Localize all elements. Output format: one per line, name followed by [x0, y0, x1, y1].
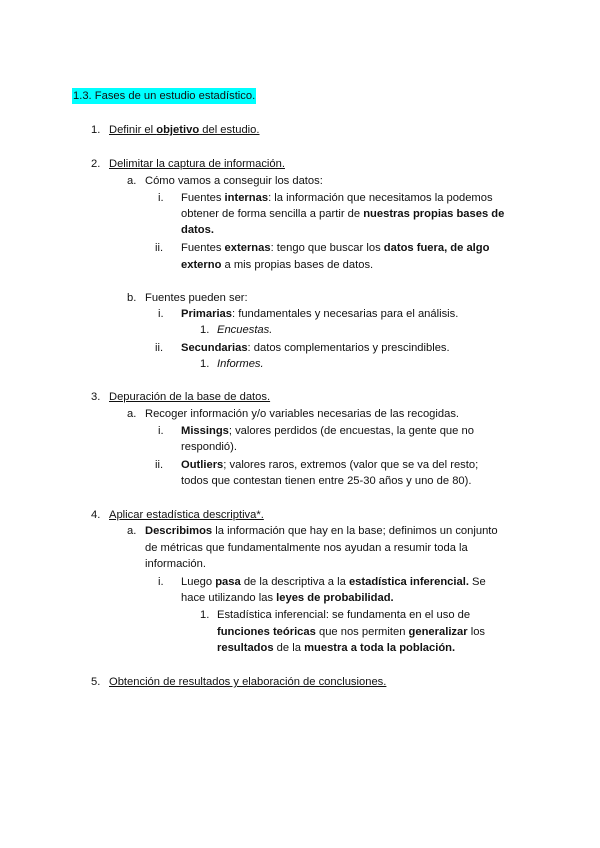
list-roman-ii: ii. — [155, 342, 164, 354]
step-2-title: Delimitar la captura de información. — [109, 158, 285, 170]
step-1-text: Definir el objetivo del estudio. — [109, 124, 260, 136]
list-number-1: 1. — [91, 124, 101, 136]
list-roman-i: i. — [158, 192, 164, 204]
step-3a-i-line2: respondió). — [181, 441, 237, 453]
list-number-2: 2. — [91, 158, 101, 170]
step-4a-line2: de métricas que fundamentalmente nos ayudan a resumir toda la — [145, 542, 468, 554]
list-roman-ii: ii. — [155, 459, 164, 471]
step-4a-i-1-line2: funciones teóricas que nos permiten generalizar los — [217, 626, 486, 638]
step-2a-i-line2: obtener de forma sencilla a partir de nuestras propias bases de — [181, 208, 505, 220]
list-number-4: 4. — [91, 509, 101, 521]
step-4a-line1: Describimos la información que hay en la base; definimos un conjunto — [145, 525, 498, 537]
step-4a-i-1-line1: Estadística inferencial: se fundamenta en el uso de — [217, 609, 471, 621]
step-2b-text: Fuentes pueden ser: — [145, 292, 248, 304]
step-2b-i-1-text: Encuestas. — [217, 324, 273, 336]
list-number-5: 5. — [91, 676, 101, 688]
step-4-title: Aplicar estadística descriptiva*. — [109, 509, 264, 521]
step-2a-ii-line2: externo a mis propias bases de datos. — [181, 259, 374, 271]
step-5-title: Obtención de resultados y elaboración de conclusiones. — [109, 676, 387, 688]
list-letter-a: a. — [127, 175, 137, 187]
list-roman-i: i. — [158, 576, 164, 588]
step-2a-text: Cómo vamos a conseguir los datos: — [145, 175, 323, 187]
list-roman-i: i. — [158, 308, 164, 320]
step-3a-ii-line1: Outliers; valores raros, extremos (valor que se va del resto; — [181, 459, 479, 471]
section-heading: 1.3. Fases de un estudio estadístico. — [73, 90, 256, 102]
step-2b-i-text: Primarias: fundamentales y necesarias para el análisis. — [181, 308, 459, 320]
step-4a-i-line1: Luego pasa de la descriptiva a la estadística inferencial. Se — [181, 576, 486, 588]
step-3a-text: Recoger información y/o variables necesarias de las recogidas. — [145, 408, 460, 420]
list-number-3: 3. — [91, 391, 101, 403]
step-4a-i-1-line3: resultados de la muestra a toda la población. — [217, 642, 456, 654]
list-number-1: 1. — [200, 609, 210, 621]
step-2b-ii-1-text: Informes. — [217, 358, 264, 370]
list-number-1: 1. — [200, 358, 210, 370]
step-2a-i-line1: Fuentes internas: la información que necesitamos la podemos — [181, 192, 493, 204]
step-4a-line3: información. — [145, 558, 206, 570]
list-roman-ii: ii. — [155, 242, 164, 254]
list-letter-b: b. — [127, 292, 137, 304]
step-3a-ii-line2: todos que contestan tienen entre 25-30 años y uno de 80). — [181, 475, 472, 487]
step-3-title: Depuración de la base de datos. — [109, 391, 271, 403]
step-2b-ii-text: Secundarias: datos complementarios y prescindibles. — [181, 342, 450, 354]
list-number-1: 1. — [200, 324, 210, 336]
step-3a-i-line1: Missings; valores perdidos (de encuestas, la gente que no — [181, 425, 474, 437]
step-4a-i-line2: hace utilizando las leyes de probabilidad. — [181, 592, 394, 604]
list-letter-a: a. — [127, 408, 137, 420]
list-letter-a: a. — [127, 525, 137, 537]
step-2a-i-line3: datos. — [181, 224, 214, 236]
step-2a-ii-line1: Fuentes externas: tengo que buscar los datos fuera, de algo — [181, 242, 490, 254]
list-roman-i: i. — [158, 425, 164, 437]
